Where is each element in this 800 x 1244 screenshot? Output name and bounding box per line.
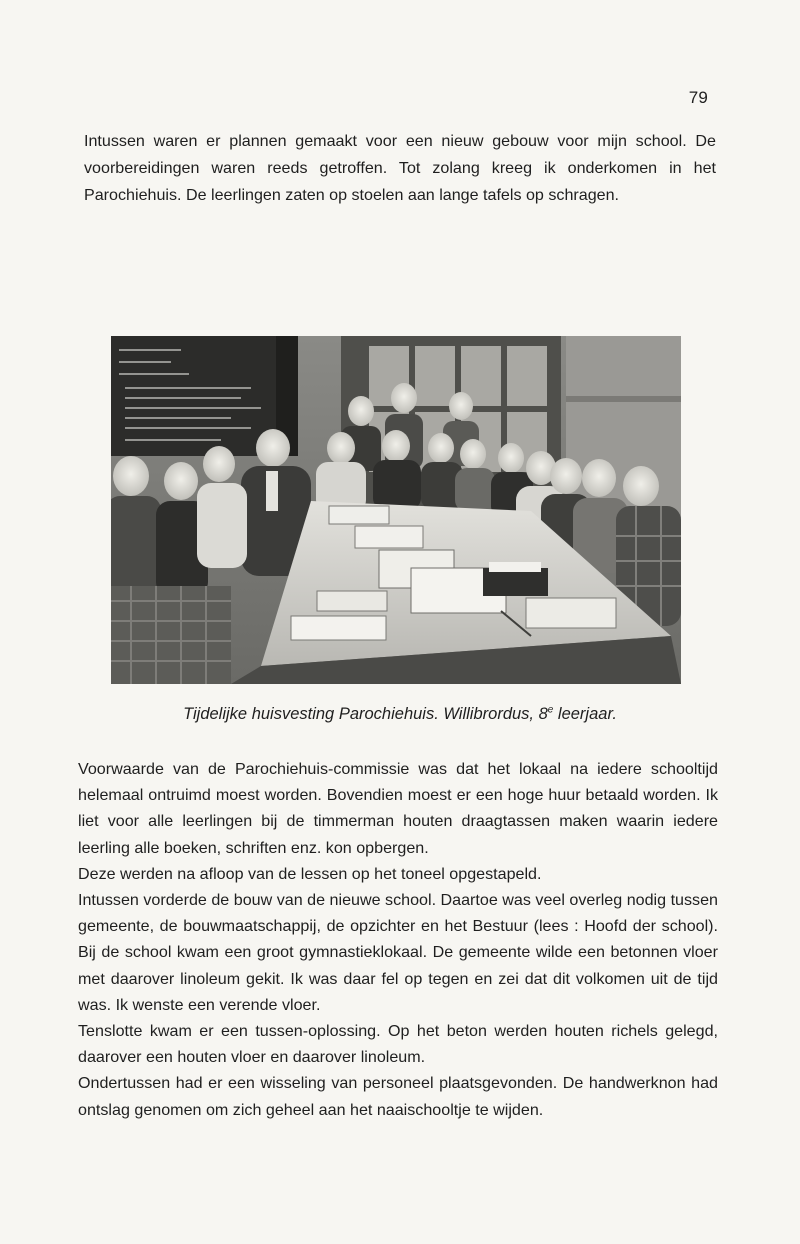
page-number: 79 bbox=[688, 88, 708, 107]
photo-caption-end: leerjaar. bbox=[553, 705, 617, 723]
classroom-photo-image bbox=[111, 336, 681, 684]
body-text bbox=[78, 756, 718, 1123]
photo-caption bbox=[84, 703, 716, 725]
photo-caption-superscript: e bbox=[547, 704, 554, 716]
classroom-photo bbox=[111, 336, 681, 684]
body-paragraph: Voorwaarde van de Parochiehuis-commissie was dat het lokaal na iedere schooltijd helemaal ontruimd moest worden. Bovendien moest er een hoge huur betaald worden. Ik liet voor alle leerlingen bij de timmerman houten draagtassen maken waarin iedere leerling alle boeken, schriften enz. kon opbergen. bbox=[78, 760, 718, 857]
body-paragraph: Ondertussen had er een wisseling van personeel plaatsgevonden. De handwerknon had ontslag genomen om zich geheel aan het naaischooltje te wijden. bbox=[78, 1074, 718, 1119]
body-paragraph: Deze werden na afloop van de lessen op het toneel opgestapeld. bbox=[78, 864, 542, 883]
body-paragraph: Intussen vorderde de bouw van de nieuwe school. Daartoe was veel overleg nodig tussen gemeente, de bouwmaatschappij, de opzichter en het Bestuur (lees : Hoofd der school). Bij de school kwam een groot gymnastieklokaal. De gemeente wilde een betonnen vloer met daarover linoleum gekit. Ik was daar fel op tegen en zei dat dit volkomen uit de tijd was. Ik wenste een verende vloer. bbox=[78, 891, 718, 1014]
photo-caption-text: Tijdelijke huisvesting Parochiehuis. Willibrordus, 8 bbox=[183, 705, 548, 723]
body-paragraph: Tenslotte kwam er een tussen-oplossing. Op het beton werden houten richels gelegd, daarover een houten vloer en daarover linoleum. bbox=[78, 1022, 718, 1067]
intro-paragraph: Intussen waren er plannen gemaakt voor een nieuw gebouw voor mijn school. De voorbereidingen waren reeds getroffen. Tot zolang kreeg ik onderkomen in het Parochiehuis. De leerlingen zaten op stoelen aan lange tafels op schragen. bbox=[84, 132, 716, 204]
